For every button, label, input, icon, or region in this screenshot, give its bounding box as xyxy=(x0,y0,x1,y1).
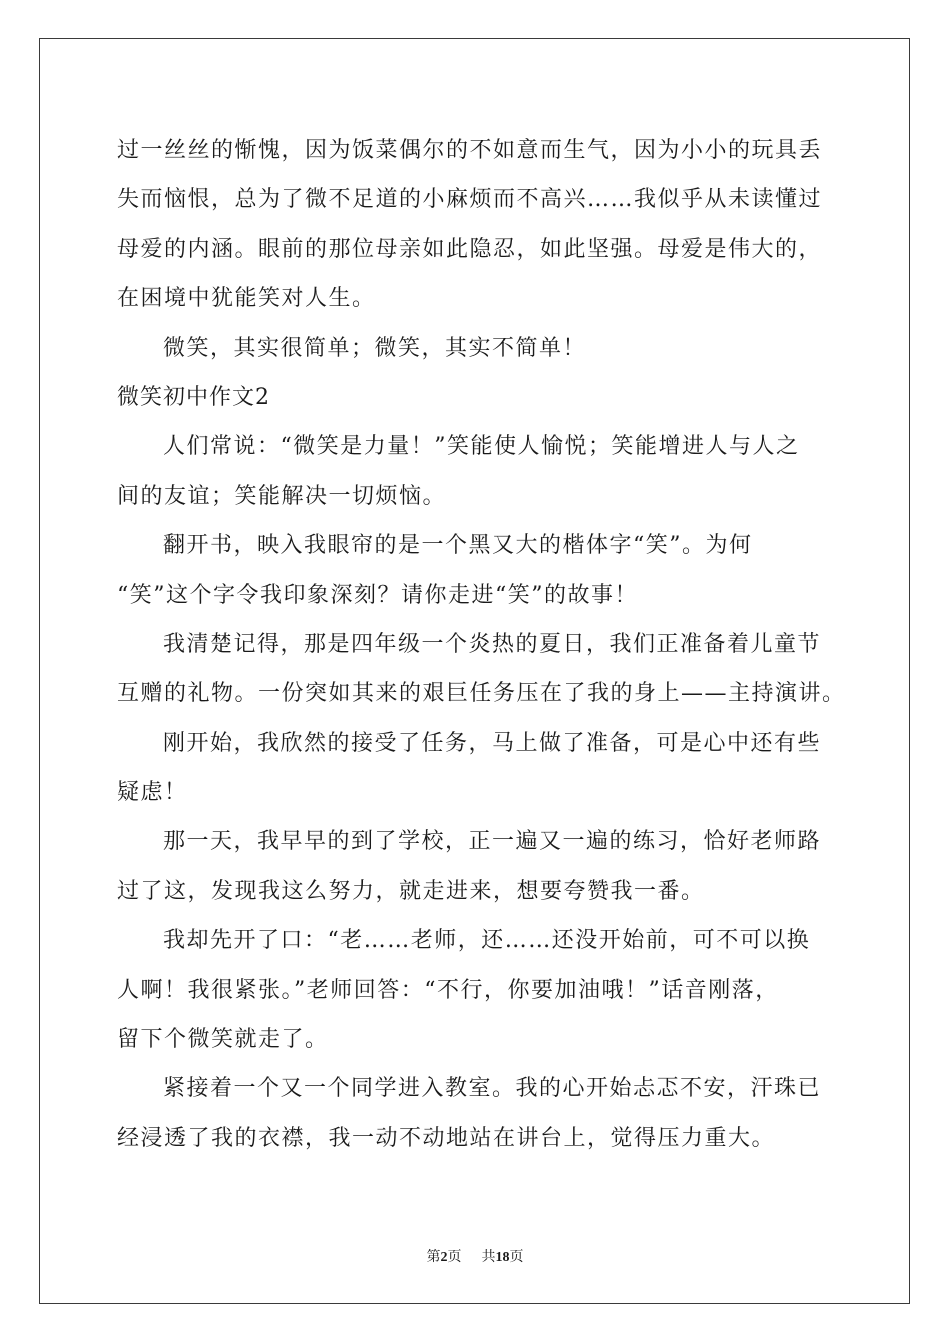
text-line: 过一丝丝的惭愧，因为饭菜偶尔的不如意而生气，因为小小的玩具丢 xyxy=(117,138,823,163)
text-line: 翻开书，映入我眼帘的是一个黑又大的楷体字“笑”。为何 xyxy=(163,533,753,559)
text-line: 那一天，我早早的到了学校，正一遍又一遍的练习，恰好老师路 xyxy=(163,829,822,855)
page-suffix: 页 xyxy=(447,1250,462,1265)
text-line: 经浸透了我的衣襟，我一动不动地站在讲台上，觉得压力重大。 xyxy=(117,1125,776,1151)
text-line: 留下个微笑就走了。 xyxy=(117,1027,329,1053)
total-pages: 18 xyxy=(495,1250,510,1265)
text-line: 间的友谊；笑能解决一切烦恼。 xyxy=(117,483,447,509)
text-line: 失而恼恨，总为了微不足道的小麻烦而不高兴……我似乎从未读懂过 xyxy=(117,187,823,213)
document-body xyxy=(117,126,852,1163)
text-line: 过了这，发现我这么努力，就走进来，想要夸赞我一番。 xyxy=(117,878,705,904)
text-line: 我却先开了口：“老……老师，还……还没开始前，可不可以换 xyxy=(163,928,811,954)
text-line: 我清楚记得，那是四年级一个炎热的夏日，我们正准备着儿童节 xyxy=(163,631,822,657)
text-line: “笑”这个字令我印象深刻？请你走进“笑”的故事！ xyxy=(117,582,638,608)
total-suffix: 页 xyxy=(509,1250,524,1265)
text-line: 在困境中犹能笑对人生。 xyxy=(117,286,376,312)
page-footer xyxy=(0,1246,950,1266)
text-line: 母爱的内涵。眼前的那位母亲如此隐忍，如此坚强。母爱是伟大的， xyxy=(117,236,823,262)
text-line: 紧接着一个又一个同学进入教室。我的心开始忐忑不安，汗珠已 xyxy=(163,1076,822,1102)
text-line: 疑虑！ xyxy=(117,780,188,806)
total-prefix: 共 xyxy=(481,1250,496,1265)
text-line: 人们常说：“微笑是力量！”笑能使人愉悦；笑能增进人与人之 xyxy=(163,434,800,460)
text-line: 互赠的礼物。一份突如其来的艰巨任务压在了我的身上——主持演讲。 xyxy=(117,681,846,707)
section-heading: 微笑初中作文2 xyxy=(117,384,270,410)
text-line: 微笑，其实很简单；微笑，其实不简单！ xyxy=(163,335,587,361)
page-number: 2 xyxy=(440,1250,448,1265)
text-line: 刚开始，我欣然的接受了任务，马上做了准备，可是心中还有些 xyxy=(163,730,822,756)
text-line: 人啊！我很紧张。”老师回答：“不行，你要加油哦！”话音刚落， xyxy=(117,977,779,1003)
page-prefix: 第 xyxy=(426,1250,441,1265)
